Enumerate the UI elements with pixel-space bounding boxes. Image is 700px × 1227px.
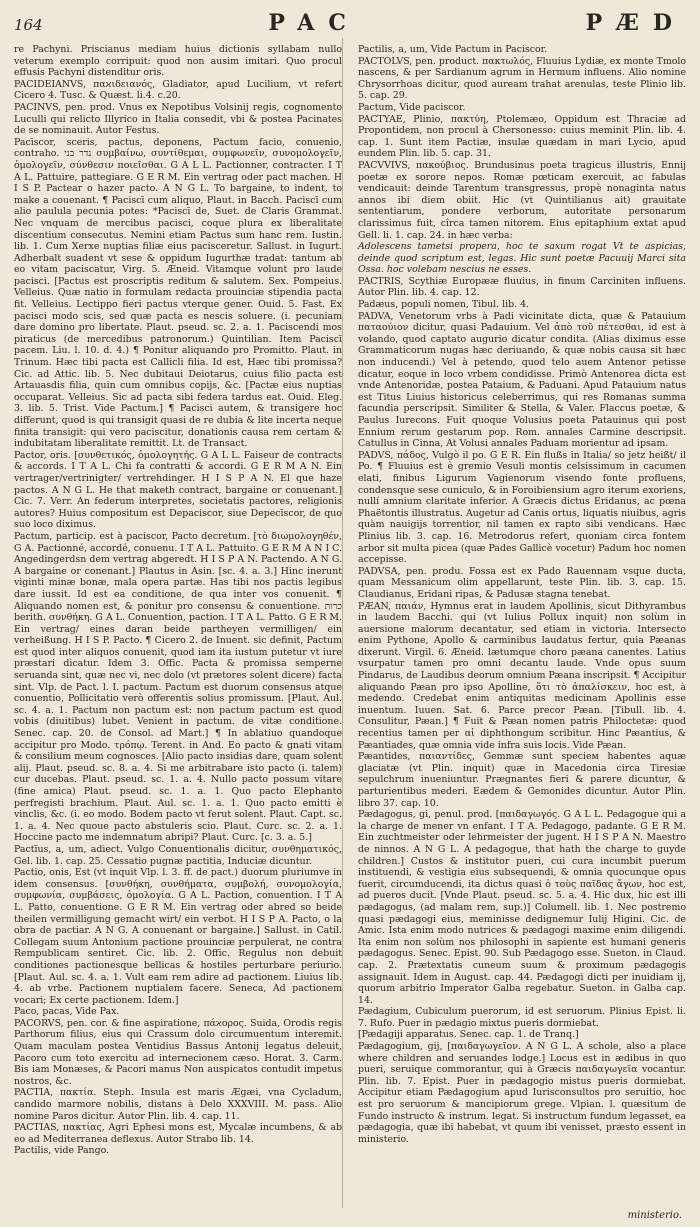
entry: Pactilis, a, um, Vide Pactum in Paciscor. xyxy=(358,44,548,55)
page-number: 164 xyxy=(14,16,43,34)
entry: Pactīus, a, um, adiect. Vulgo Conuentionalis dicitur, συνθηματικός, Gel. lib. 1. cap. 25. Cessatio pugnæ pactitia, Induciæ dicuntur. xyxy=(14,843,342,867)
entry: [Pædagiji apparatus. Senec. cap. 1. de Tranq.] xyxy=(358,1029,579,1041)
right-column xyxy=(358,44,686,1157)
entry: re Pachyni. Priscianus mediam huius dictionis syllabam nullo veterum exemplo corripuit: quod non ausim imitari. Quo procul effusis Pachyni distenditur oris. xyxy=(14,44,342,79)
entry: PADVS, πάδος, Vulgò il po. G E R. Ein flußs in Italia/ so jetz heißt/ il Po. ¶ Fluuius est è gremio Vesuli montis celsissimum in cacumen elati, finibus Ligurum Vagienorum visendo fonte profluens, condensque sese cuniculo, & in Foroibiensium agro iterum exoriens, nullí amnium claritate inferior. A Græcis dictus Eridanus, ac pœna Phaëtontis illustratus. Augetur ad Canis ortus, liquatis niuibus, agris quàm nauigijs torrentior, nil tamen ex rapto sibi vendicans. Hæc Plinius lib. 3. cap. 16. Metrodorus refert, quoniam circa fontem arbor sit multa picea (quæ Pades Gallicè vocetur) Padum hoc nomen accepisse. xyxy=(358,449,686,566)
entry: Pædagogus, gi, penul. prod. [παιδαγωγός. G A L L. Pedagogue qui a la charge de mener vn enfant. I T A. Pedagogo, padante. G E R M. Ein zuchtmeister oder lehrmeister der jugent. H I S P A N. Maestro de ninnos. A N G L. A pedagogue, that hath the charge to guyde children.] Custos & institutor pueri, cui cura incumbit puerum instituendi, & vestigia eius subsequendi, & omnia quocunque opus fuerit, circumducendi, ita dictus quasi ὁ τοὺς παῖδας ἄγων, hoc est, ad pueros ducit. [Vnde Plaut. pseud. sc. 5. a. 4. Hic dux, hic est illi pædagogus, (ad malam rem, sup.)] Columell. lib. 1. Nec postremo quasi pædagogi eius, meminisse dedignemur Iulij Higini. Cic. de Amic. Ista enim modo nutrices & pædagogi maxime enim diligendi. Ita enim non solùm nos philosophi in sapiente est humani generis pædagogus. Senec. Epist. 90. Sub Pædagogo esse. Sueton. in Claud. cap. 2. Prætextatis cuneum suum & proximum pædagogis assignauit. Idem in August. cap. 44. Pædagogi dicti per inuidiam ij, quorum arbitrio Imperator Galba regebatur. Sueton. in Galba cap. 14. xyxy=(358,809,686,1006)
page-header xyxy=(14,10,686,44)
entry: Pactilis, vide Pango. xyxy=(14,1145,110,1157)
entry: PACTIAS, πακτίας, Agri Ephesi mons est, Mycalæ incumbens, & ab eo ad Mediterranea deflexus. Autor Strabo lib. 14. xyxy=(14,1122,342,1145)
left-column xyxy=(14,44,342,1157)
entry: Pædagogium, gij, [παιδαγωγεῖον. A N G L. A schole, also a place where children and seruandes lodge.] Locus est in ædibus in quo pueri, seruique commorantur, qui à Græcis παιδαγωγεῖα vocantur. Plin. lib. 7. Epist. Puer in pædagogio mistus pueris dormiebat. Accipitur etiam Pædagogium apud Iurisconsultos pro seruitio, hoc est pro seruorum & mancipiorum grege. Vlpian. l. quæsitum de Fundo instructo & instrum. legat. Si instructum fundum legasset, ea pædagogia, quæ ibi habebat, vt quum ibi venisset, præsto essent in ministerio. xyxy=(358,1041,686,1145)
entry: PACINVS, pen. prod. Vnus ex Nepotibus Volsinij regis, cognomento Luculli qui relicto Illyrico in Italia consedit, vbi & postea Pacinates de se nominauit. Autor Festus. xyxy=(14,101,342,137)
catchword: ministerio. xyxy=(627,1210,682,1221)
column-divider xyxy=(342,38,343,1208)
text-columns xyxy=(14,44,686,1157)
entry: PACIDEIANVS, παϰιδειανός, Gladiator, apud Lucilium, vt refert Cicero 4. Tusc. & Quæst. li.4. c.20. xyxy=(14,78,342,102)
entry: PACTYAE, Plinio, πακτύη, Ptolemæo, Oppidum est Thraciæ ad Propontidem, non procul à Chersonesso: cuius meminit Plin. lib. 4. cap. 1. Sunt item Pactiæ, insulæ quædam in mari Lycio, apud eundem Plin. lib. 5. cap. 31. xyxy=(358,113,686,160)
entry: Paco, pacas, Vide Pax. xyxy=(14,1006,120,1018)
entry: PACORVS, pen. cor. & fine aspiratione, πάϰορος. Suida, Orodis regis Parthorum filius, eius qui Crassum dolo circumuentum interemit. Quam maculam postea Ventidius Bassus Antonij legatus deleuit, Pacoro cum toto exercitu ad internecionem cæso. Horat. 3. Carm. Bis iam Monæses, & Pacori manus Non auspicatos contudit impetus nostros, &c. xyxy=(14,1017,342,1087)
entry: Pæantides, παιαντίδες, Gemmæ sunt specieм habentes aquæ glaciatæ (vt Plin. inquit) quæ in Macedonia circa Tiresiæ sepulchrum inueniuntur. Prægnantes fieri & parere dicuntur, & parturientibus mederi. Eædem & Gemonides dicuntur. Autor Plin. libro 37. cap. 10. xyxy=(358,751,686,809)
entry: Pactum, Vide paciscor. xyxy=(358,101,466,113)
entry: PACTIA, πακτία. Steph. Insula est maris Ægæi, vna Cycladum, candido marmore nobilis, distans à Delo XXXVIII. M. pass. Alio nomine Paros dicitur. Autor Plin. lib. 4. cap. 11. xyxy=(14,1087,342,1122)
entry: Pactor, oris. [συνθετικός, ὁμολογητής. G A L L. Faiseur de contracts & accords. I T A L. Chi fa contratti & accordi. G E R M A N. Ein vertrager/vertrinigter/ vertrehdinger. H I S P A N. El que haze pactos. A N G L. He that maketh contract, bargaine or conuenant.] Cic. 7. Verr. An federum interpretes, societatis pactores, religionis autores? Huius compositum est Depaciscor, siue Depecīscor, de quo suo loco diximus. xyxy=(14,449,342,531)
entry: Pædagium, Cubiculum puerorum, id est seruorum. Plinius Epist. li. 7. Rufo. Puer in pædagio mixtus pueris dormiebat. xyxy=(358,1006,686,1029)
entry: Pacīscor, sceris, pactus, deponens, Pactum facio, conuenio, contraho. נדר בני συμβαίνω, συντίθεμαι, συμφωνεῖν, συνομολογεῖν, ὁμολογεῖν, σύνθεσιν ποιεῖσθαι. G A L L. Pactionner, contracter. I T A L. Pattuire, pattegiare. G E R M. Ein vertrag oder pact machen. H I S P. Pactear o hazer pacto. A N G L. To bargaine, to indent, to make a couenant. ¶ Paciscī cum aliquo, Plaut. in Bacch. Paciscī cum alio paulula pecunia potes: *Paciscī de, Suet. de Claris Grammat. Nec vnquam de mercibus pacisci, coque plura ex liberalitate discentium consecutus. Nemini etiam Pactus sum hanc rem. Iustin. lib. 1. Cum Xerxe nuptias filiæ eius pacisceretur. Sallust. in Iugurt. Adherbalt suadent vt sese & oppidum Iugurthæ tradat: tantum ab eo vitam paciscatur, Virg. 5. Æneid. Vitamque volunt pro laude pacisci. [Pactus est proscriptis reditum & salutem. Sex. Pompeius. Velleius. Quæ natio in formulam redacta prouinciæ stipendia pacta fit. Velleius. Lectippo fieri pactus vterque gener. Ouid. 5. Fast. Ex pacisci modo scis, sed quæ pacta es nescis soluere. (i. pecuniam dare domino pro libertate. Plaut. pseud. sc. 2. a. 1. Paciscendi mos piraticus (de mercedibus patronorum.) Quintilian. Item Paciscī pacem. Liu. l. 10. d. 4.) ¶ Ponitur aliquando pro Promitto. Plaut. in Trinum. Hæc tibi pacta est Callicli filia. Id est, Hæc tibi promissa? Cic. ad Attic. lib. 5. Nec dubitaui Deiotarus, cuius filio pacta est Artauasdis filia, quin cum omnibus copijs, &c. [Pactæ eius nuptias occuparat. Velleius. Sic ad pacta sibi federa tardus eat. Ouid. Eleg. 3. lib. 5. Trist. Vide Pactum.] ¶ Pacisci autem, & transigere hoc differunt, quod is qui transigit quasi de re dubia & lite incerta neque finita transigit: qui vero paciscitur, donationis causa rem certam & indubitatam liberalitate remittit. Lt. de Transact. xyxy=(14,136,343,450)
entry: Pactum, particip. est à paciscor, Pacto decretum. [τὸ διωμολογηθέν, G A. Pactionné, accordé, conuenu. I T A L. Pattuito. G E R M A N I C. Angedingerdsn dem vertrag abgeredt. H I S P A N. Pactendo. A N G. A bargaine or conenant.] Plautus in Asin. [sc. 4. a. 3.] Hinc inerunt viginti minæ bonæ, mala opera partæ. Has tibi nos pactis legibus dare iussit. Id est ea conditione, de qua inter vos conuenit. ¶ Aliquando nomen est, & ponitur pro consensu & conuentione. כרות berith. συνθήκη. G A L. Conuention, paction. I T A L. Patto. G E R M. Ein vertrag/ eines daran beide partheyen vermilligen/ ein verheißung. H I S P. Pacto. ¶ Cicero 2. de Inuent. sic definit, Pactum est quod inter aliquos conuenit, quod iam ita iustum putetur vt iure præstari dicatur. Idem 3. Offic. Pacta & promissa semperne seruanda sint, quæ nec vi, nec dolo (vt prætores solent dicere) facta sint. Vlp. de Pact. l. I. pactum. Pactum est duorum consensus atque conuentio, Pollicitatio verò offerentis solius promissum. [Plaut. Aul. sc. 4. a. 1. Pactum non pactum est: non pactum pactum est quod vobis (diuitibus) lubet. Venient in pactum. de vitæ conditione. Senec. cap. 20. de Consol. ad Mart.] ¶ In ablatiuo quandoque accipitur pro Modo. τρόπῳ. Terent. in And. Eo pacto & gnati vitam & consilium meum cognosces. [Alio pacto insidias dare, quam solent alij. Plaut. pseud. sc. 8. a. 4. Si me arbitrabare isto pacto (i. talem) cur ducebas. Plaut. pseud. sc. 1. a. 4. Nullo pacto possum vitare (fine amica) Plaut. pseud. sc. 1. a. 1. Quo pacto Elephanto perfregisti brachium. Plaut. Aul. sc. 1. a. 1. Quo pacto emitti è vinclis, &c. (i. eo modo. Bodem pacto vt ferut solent. Plaut. Capt. sc. 1. a. 4. Nec quoue pacto abstuleris scio. Plaut. Curc. sc. 2. a. 1. Hoccine pacto me indemnatum abripi? Plaut. Curc. [c. 3. a. 5.] xyxy=(14,530,342,844)
entry: PACTOLVS, pen. product. πακτωλός, Fluuius Lydiæ, ex monte Tmolo nascens, & per Sardianum agrum in Hermum influens. Alio nomine Chrysorrhoas dicitur, quod auream trahat arenulas, teste Plinio lib. 5. cap. 29. xyxy=(358,55,686,102)
entry: PÆAN, παιάν, Hymnus erat in laudem Apollinis, sicut Dithyrambus in laudem Bacchi. qui (vt Iulius Pollux inquit) non solùm in auersione malorum decantatur, sed etiam in victoria. Intersecto enim Pythone, Apollo & carminibus laudatus fertur, quia Pæanas dixerunt. Virgil. 6. Æneid. lætumque choro pæana canentes. Latius vsurpatur tamen pro omni decantu laude. Vnde opus suum Pindarus, de Laudibus deorum omnium Pæana inscripsit. ¶ Accipitur aliquando Pæan pro ipso Apolline, ὅτι τὸ ἀπαλίσκειν, hoc est, à medendo. Credebat enim antiquitas medicinam Apollinis esse inuentum. Iuuen. Sat. 6. Parce precor Pæan. [Tibull. lib. 4. Consulitur, Pæan.] ¶ Fuit & Pæan nomen patris Philoctetæ: quod recentius tamen per αἰ diphthongum scribitur. Hinc Pæantius, & Pæantiades, quæ omnia vide infra suis locis. Vide Pæan. xyxy=(358,600,687,751)
running-head-right: PÆD xyxy=(585,10,686,36)
entry: Pactio, onis, Est (vt inquit Vlp. l. 3. ff. de pact.) duorum pluriumve in idem consensus. [συνθήκη, συνθήματα, συμβολή, συνομολογία, συμφωνία, συμβάσεις, ὁμολογία. G A L. Paction, conuention. I T A L. Patto, conuentione. G E R M. Ein vertrag oder abred so beide theilen vermilligung gemacht wirt/ ein verbot. H I S P A. Pacto, o la obra de pactiar. A N G. A conuenant or bargaine.] Sallust. in Catil. Collegam suum Antonium pactione prouinciæ perpulerat, ne contra Rempublicam sentiret. Cic. lib. 2. Offic. Regulus non debuit conditiones pactionesque bellicas & hostiles perturbare periurio. [Plaut. Aul. sc. 4. a. 1. Vult eam rem adire ad pactionem. Liuius lib. 4. ab vrbe. Pactionem nuptialem facere. Seneca, Ad pactionem vocari; Ex certe pactionem. Idem.] xyxy=(14,867,342,1006)
entry: PACVVIVS, πακούβιος. Brundusinus poeta tragicus illustris, Ennij poetæ ex sorore nepos. Romæ pœticam exercuit, ac fabulas vendicauit: deinde Tarentum transgressus, propè nonaginta natus annos ibi diem obiit. Hic (vt Quintilianus ait) grauitate sententiarum, pondere verborum, autoritate personarum clarissimus fuit, cîrca tamen nitorem. Eius epitaphium extat apud Gell. li. 1. cap. 24. in hæc verba: xyxy=(358,159,686,241)
running-head-left: PAC xyxy=(268,10,360,36)
entry: Padæus, populi nomen, Tibul. lib. 4. xyxy=(358,299,530,311)
entry: PADVSA, pen. produ. Fossa est ex Pado Rauennam vsque ducta, quam Messanicum olim appellarunt, teste Plin. lib. 3. cap. 15. Claudianus, Eridani ripas, & Padusæ stagna tenebat. xyxy=(358,565,686,600)
epitaph-verse: Adolescens tametsi propera, hoc te saxum rogat Vt te aspicias, deinde quod scriptum est, legas. Hic sunt poetæ Pacuuij Marci sita Ossa. hoc volebam nescius ne esses. xyxy=(358,241,686,276)
entry: PACTRIS, Scythiæ Europææ fluuius, in finum Carciniten influens. Autor Plin. lib. 4. cap. 12. xyxy=(358,275,686,299)
entry: PADVA, Venetorum vrbs à Padi vicinitate dicta, quæ & Patauium παταούιον dicitur, quasi Padauium. Vel ἀπὸ τοῦ πέτεσθαι, id est à volando, quod captato augurio dicatur condita. (Alias diximus esse Grammaticorum nugas hæc deriuando, & quæ nobis causa sit hæc non inducendi.) Vel à petendo, quod telo auem Antenor petisse dicatur, eoque in loco vrbem condidisse. Primò Antenorea dicta est vnde Antenoridæ, postea Pataium, & Paduani. Apud Patauium natus est Titus Liuius historicus celeberrimus, qui res Romanas summa facundia perscripsit. Similiter & Stella, & Valer. Flaccus poetæ, & Paulus Iurecons. Fuit quoque Volusius poeta Patauinus qui post Ennium rerum gestarum pop. Rom. annales Carmine descripsit. Catullus in Cinna, At Volusi annales Paduam morientur ad ipsam. xyxy=(358,310,686,450)
